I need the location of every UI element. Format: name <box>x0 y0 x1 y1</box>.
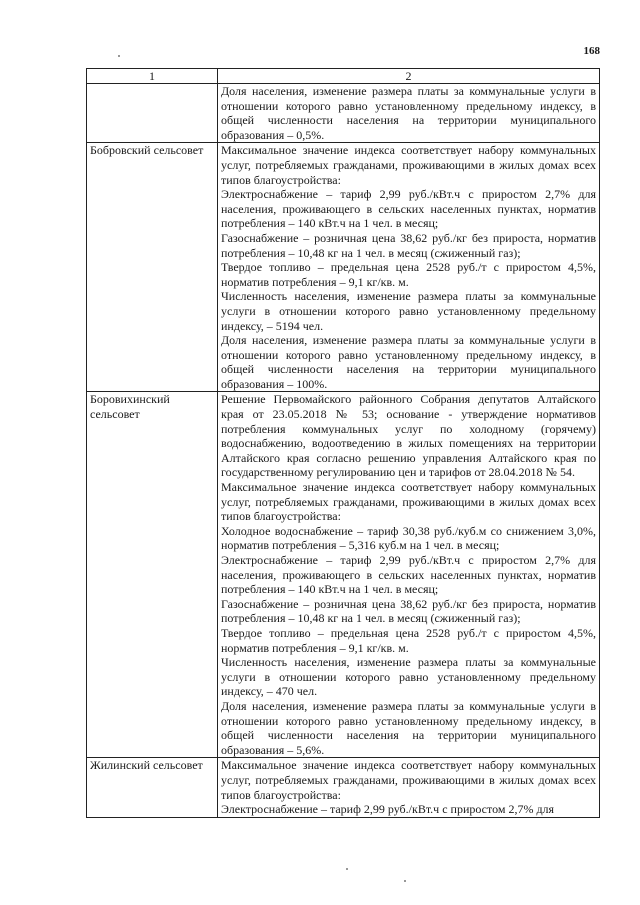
description-cell <box>218 84 600 143</box>
table-row <box>87 143 600 392</box>
column-header-2: 2 <box>218 69 600 84</box>
municipality-name: Бобровский сельсовет <box>90 143 204 158</box>
paragraph: Максимальное значение индекса соответствует набору коммунальных услуг, потребляемых гражданами, проживающими в жилых домах всех типов благоустройства: <box>221 143 596 187</box>
paragraph: Электроснабжение – тариф 2,99 руб./кВт.ч с приростом 2,7% для <box>221 802 555 817</box>
page-number: 168 <box>583 45 600 57</box>
municipality-cell <box>87 758 218 817</box>
table-row <box>87 84 600 143</box>
description-cell <box>218 758 600 817</box>
description-cell <box>218 143 600 392</box>
table-row <box>87 392 600 758</box>
table-header-row <box>87 69 600 84</box>
paragraph: Электроснабжение – тариф 2,99 руб./кВт.ч с приростом 2,7% для населения, проживающего в сельских населенных пунктах, норматив потребления – 140 кВт.ч на 1 чел. в месяц; <box>221 553 596 597</box>
paragraph: Твердое топливо – предельная цена 2528 руб./т с приростом 4,5%, норматив потребления – 9,1 кг/кв. м. <box>221 625 596 655</box>
municipality-cell <box>87 84 218 143</box>
scan-speck <box>346 868 348 870</box>
table-row <box>87 758 600 817</box>
paragraph: Максимальное значение индекса соответствует набору коммунальных услуг, потребляемых гражданами, проживающими в жилых домах всех типов благоустройства: <box>221 480 596 524</box>
municipality-cell <box>87 392 218 758</box>
column-header-1: 1 <box>87 69 218 84</box>
municipality-name: Жилинский сельсовет <box>90 758 203 773</box>
municipality-cell <box>87 143 218 392</box>
paragraph: Твердое топливо – предельная цена 2528 руб./т с приростом 4,5%, норматив потребления – 9,1 кг/кв. м. <box>221 260 596 289</box>
tariff-table <box>86 68 600 818</box>
paragraph: Решение Первомайского районного Собрания депутатов Алтайского края от 23.05.2018 № 53; основание - утверждение нормативов потребления коммунальных услуг по холодному (горячему) водоснабжению, водоотведению в жилых помещениях на территории Алтайского края согласно решению управления Алтайского края по государственному регулированию цен и тарифов от 28.04.2018 № 54. <box>221 392 596 480</box>
paragraph: Электроснабжение – тариф 2,99 руб./кВт.ч с приростом 2,7% для населения, проживающего в сельских населенных пунктах, норматив потребления – 140 кВт.ч на 1 чел. в месяц; <box>221 187 596 231</box>
paragraph: Доля населения, изменение размера платы за коммунальные услуги в отношении которого равно установленному предельному индексу, в общей численности населения на территории муниципального образования – 5,6%. <box>221 698 596 757</box>
paragraph: Численность населения, изменение размера платы за коммунальные услуги в отношении которого равно установленному предельному индексу, – 470 чел. <box>221 655 596 699</box>
municipality-name: Боровихинский сельсовет <box>90 392 170 422</box>
paragraph: Максимальное значение индекса соответствует набору коммунальных услуг, потребляемых гражданами, проживающими в жилых домах всех типов благоустройства: <box>221 758 596 802</box>
paragraph: Доля населения, изменение размера платы за коммунальные услуги в отношении которого равно установленному предельному индексу, в общей численности населения на территории муниципального образования – 0,5%. <box>221 84 596 142</box>
scan-speck <box>404 880 406 882</box>
paragraph: Доля населения, изменение размера платы за коммунальные услуги в отношении которого равно установленному предельному индексу, в общей численности населения на территории муниципального образования – 100%. <box>221 333 596 391</box>
scan-speck <box>118 55 120 57</box>
paragraph: Газоснабжение – розничная цена 38,62 руб./кг без прироста, норматив потребления – 10,48 кг на 1 чел. в месяц (сжиженный газ); <box>221 230 596 260</box>
description-cell <box>218 392 600 758</box>
paragraph: Газоснабжение – розничная цена 38,62 руб./кг без прироста, норматив потребления – 10,48 кг на 1 чел. в месяц (сжиженный газ); <box>221 596 596 626</box>
paragraph: Холодное водоснабжение – тариф 30,38 руб./куб.м со снижением 3,0%, норматив потребления – 5,316 куб.м на 1 чел. в месяц; <box>221 523 596 553</box>
paragraph: Численность населения, изменение размера платы за коммунальные услуги в отношении которого равно установленному предельному индексу, – 5194 чел. <box>221 289 596 333</box>
